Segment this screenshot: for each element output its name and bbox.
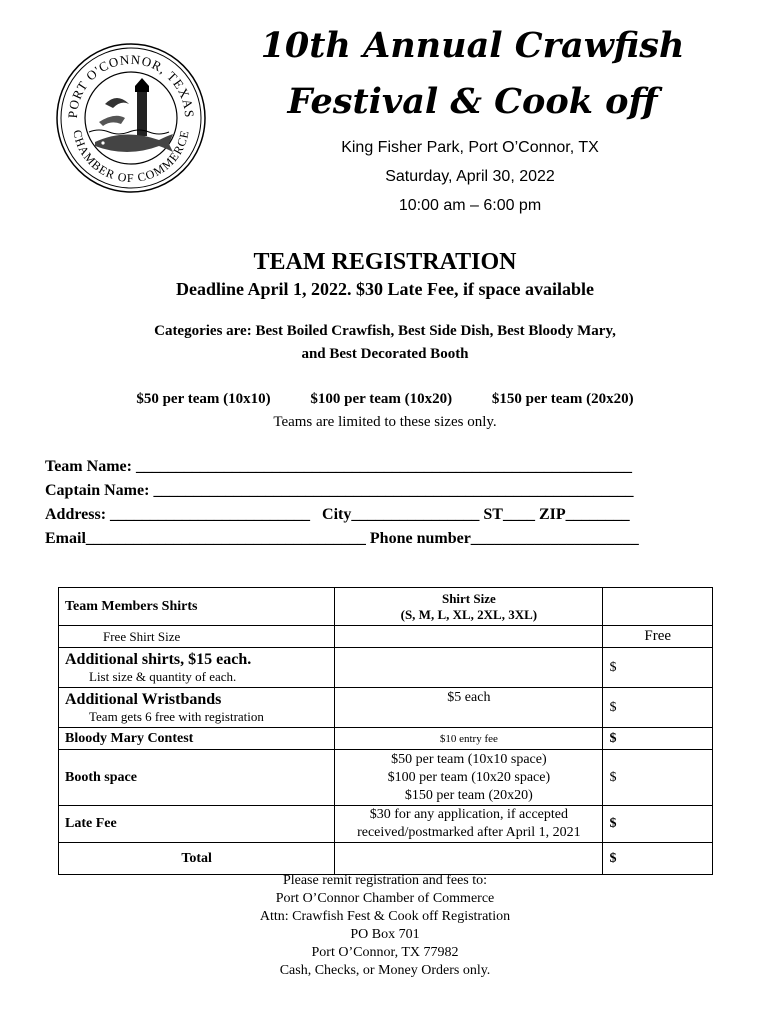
table-row <box>59 688 713 728</box>
booth-price-10x20: $100 per team (10x20 space) <box>387 769 551 785</box>
registration-heading: TEAM REGISTRATION <box>253 249 517 275</box>
event-location: King Fisher Park, Port O’Connor, TX <box>341 139 599 156</box>
bloody-mary-price: $10 entry fee <box>335 728 603 750</box>
late-fee-label: Late Fee <box>59 806 335 843</box>
svg-text:CHAMBER OF COMMERCE: CHAMBER OF COMMERCE <box>70 128 192 186</box>
remit-org: Port O’Connor Chamber of Commerce <box>275 891 495 906</box>
event-title-line1: 10th Annual Crawfish <box>260 25 685 66</box>
wristbands-amount[interactable]: $ <box>603 688 713 728</box>
table-row <box>59 843 713 875</box>
price-20x20: $150 per team (20x20) <box>491 391 634 407</box>
table-row <box>59 806 713 843</box>
remit-payment-note: Cash, Checks, or Money Orders only. <box>279 963 491 978</box>
additional-shirts-sub: List size & quantity of each. <box>89 668 237 684</box>
booth-price-20x20: $150 per team (20x20) <box>404 787 533 803</box>
total-label: Total <box>59 843 335 875</box>
categories-line1: Categories are: Best Boiled Crawfish, Best Side Dish, Best Bloody Mary, <box>154 323 616 339</box>
late-fee-desc-2: received/postmarked after April 1, 2021 <box>357 825 581 840</box>
categories-line2: and Best Decorated Booth <box>301 346 469 362</box>
table-row <box>59 648 713 688</box>
shirt-size-header: Shirt Size (S, M, L, XL, 2XL, 3XL) <box>335 588 603 626</box>
bloody-mary-amount[interactable]: $ <box>603 728 713 750</box>
price-10x10: $50 per team (10x10) <box>136 391 271 407</box>
wristbands-price: $5 each <box>335 688 603 728</box>
additional-shirts-label: Additional shirts, $15 each. <box>65 650 252 668</box>
team-size-note: Teams are limited to these sizes only. <box>273 414 497 430</box>
registration-deadline: Deadline April 1, 2022. $30 Late Fee, if space available <box>176 279 594 299</box>
remit-po-box: PO Box 701 <box>350 927 420 942</box>
email-phone-field[interactable]: Email___________________________________ Phone number_____________________ <box>45 530 639 547</box>
booth-space-amount[interactable]: $ <box>603 750 713 806</box>
team-name-field[interactable]: Team Name: ______________________________________________________________ <box>45 458 632 475</box>
price-10x20: $100 per team (10x20) <box>310 391 453 407</box>
additional-shirts-amount[interactable]: $ <box>603 648 713 688</box>
total-blank-cell <box>335 843 603 875</box>
event-time: 10:00 am – 6:00 pm <box>398 197 542 214</box>
table-row <box>59 728 713 750</box>
additional-shirts-input[interactable] <box>335 648 603 688</box>
table-row <box>59 588 713 626</box>
booth-space-label: Booth space <box>59 750 335 806</box>
free-shirt-label: Free Shirt Size <box>59 626 335 648</box>
captain-name-field[interactable]: Captain Name: ____________________________________________________________ <box>45 482 634 499</box>
booth-price-10x10: $50 per team (10x10 space) <box>391 751 547 767</box>
chamber-seal-logo <box>55 42 207 194</box>
svg-text:PORT O'CONNOR, TEXAS: PORT O'CONNOR, TEXAS <box>64 51 198 119</box>
remit-attn: Attn: Crawfish Fest & Cook off Registration <box>259 909 511 924</box>
event-date: Saturday, April 30, 2022 <box>385 168 555 185</box>
late-fee-amount[interactable]: $ <box>603 806 713 843</box>
table-row <box>59 750 713 806</box>
table-row <box>59 626 713 648</box>
total-amount[interactable]: $ <box>603 843 713 875</box>
remit-city: Port O’Connor, TX 77982 <box>311 945 459 960</box>
team-prices <box>0 391 770 408</box>
late-fee-desc-1: $30 for any application, if accepted <box>369 807 568 822</box>
address-field[interactable]: Address: _________________________ City________________ ST____ ZIP________ <box>45 506 630 523</box>
free-shirt-size-input[interactable] <box>335 626 603 648</box>
header-blank-cell <box>603 588 713 626</box>
event-title-line2: Festival & Cook off <box>287 81 658 122</box>
free-value: Free <box>603 626 713 648</box>
bloody-mary-label: Bloody Mary Contest <box>59 728 335 750</box>
registration-table <box>58 587 713 875</box>
remit-intro: Please remit registration and fees to: <box>282 873 488 888</box>
wristbands-label: Additional Wristbands <box>65 690 222 708</box>
shirts-header: Team Members Shirts <box>59 588 335 626</box>
wristbands-sub: Team gets 6 free with registration <box>89 708 264 724</box>
